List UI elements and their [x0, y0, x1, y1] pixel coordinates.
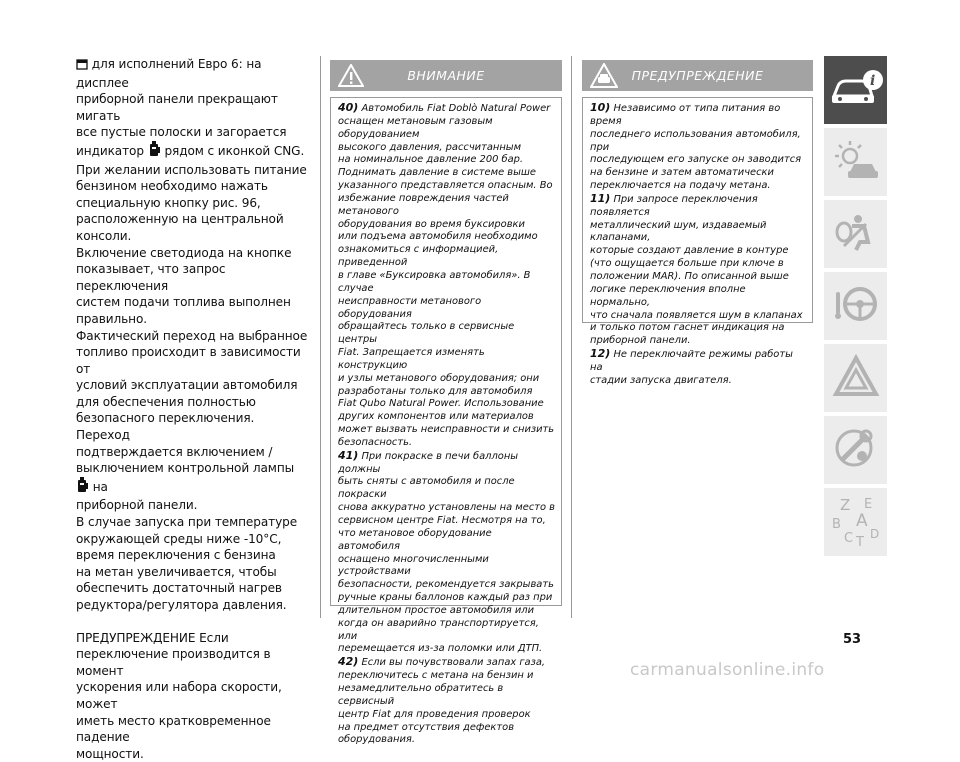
text-line: ускорения или набора скорости, может: [76, 680, 282, 711]
text-line: мощности.: [76, 746, 144, 761]
index-letter: E: [863, 497, 872, 512]
svg-text:i: i: [869, 73, 875, 89]
note-line: высокого давления, рассчитанным: [338, 141, 522, 153]
text-line: на: [92, 479, 108, 494]
note-line: положении MAR). По описанной выше: [590, 270, 789, 282]
note-line: указанного представляется опасным. Во: [338, 180, 553, 192]
text-line: выключением контрольной лампы: [76, 461, 295, 476]
warning-lights-icon: [832, 138, 880, 186]
text-line: условий эксплуатации автомобиля: [76, 378, 298, 393]
note-line: логике переключения вполне нормально,: [590, 283, 746, 308]
index-letter: D: [869, 527, 879, 541]
note-line: избежание повреждения частей метанового: [338, 192, 509, 217]
note-line: переключитесь с метана на бензин и: [338, 670, 534, 682]
text-line: бензином необходимо нажать: [76, 179, 268, 194]
warning-body: [331, 98, 561, 751]
text-line: время переключения с бензина: [76, 548, 276, 563]
text-line: безопасного переключения. Переход: [76, 411, 255, 443]
warning-header: [330, 60, 562, 91]
note-line: оборудования.: [338, 734, 415, 746]
airbag-safety-icon: [832, 210, 880, 258]
column-divider: [320, 56, 321, 618]
note-line: сервисном центре Fiat. Несмотря на то,: [338, 515, 546, 526]
page-number: 53: [843, 632, 862, 647]
note-first-line: [590, 102, 806, 129]
warning-panel: [330, 97, 562, 746]
note-line: ознакомиться с информацией, приведенной: [338, 244, 499, 269]
text-line: рядом с иконкой CNG.: [164, 143, 305, 158]
note-line: длительном простое автомобиля или: [338, 604, 535, 616]
index-letter: T: [855, 535, 864, 548]
caution-panel: [582, 97, 813, 386]
note-line: безопасность.: [338, 436, 413, 448]
note-line: оснащено многочисленными устройствами: [338, 553, 489, 578]
note-line: которые создают давление в контуре: [590, 245, 789, 257]
note-line: ручные краны баллонов каждый раз при: [338, 592, 553, 604]
note-first-line: [590, 348, 806, 375]
text-line: приборной панели.: [76, 498, 198, 513]
caution-header: [582, 60, 813, 91]
index-letter: A: [855, 511, 868, 531]
note-line: на номинальное давление 200 бар.: [338, 154, 524, 166]
text-line: иметь место кратковременное падение: [76, 713, 271, 745]
text-line: показывает, что запрос переключения: [76, 262, 226, 293]
note-line: разработаны только для автомобиля: [338, 385, 533, 397]
cng-indicator-icon: [148, 141, 161, 162]
text-line: приборной панели прекращают мигать: [76, 92, 278, 123]
note-line: быть сняты с автомобиля и после покраски: [338, 476, 515, 501]
note-line: снова аккуратно установлены на место в: [338, 502, 555, 514]
note-line: обращайтесь только в сервисные центры: [338, 321, 515, 346]
note-number: 42): [338, 655, 359, 669]
note-first-line: [338, 450, 555, 477]
note-line: в главе «Буксировка автомобиля». В случае: [338, 269, 531, 294]
text-line: окружающей среды ниже -10°C,: [76, 531, 282, 546]
tab-index[interactable]: [824, 488, 887, 556]
note-number: 41): [338, 448, 359, 462]
note-line: Fiat Qubo Natural Power. Использование: [338, 398, 544, 410]
tab-car-info[interactable]: [824, 56, 887, 124]
note-line: Fiat. Запрещается изменять конструкцию: [338, 347, 485, 371]
note-line: (что ощущается больше при ключе в: [590, 258, 784, 270]
cng-indicator-icon: [76, 477, 89, 498]
note-first-line: [590, 193, 806, 220]
note-text: При запросе переключения появляется: [590, 193, 758, 218]
starting-driving-icon: [832, 282, 880, 330]
note-line: металлический шум, издаваемый клапанами,: [590, 219, 767, 244]
body-text-column: [76, 56, 308, 762]
note-first-line: [338, 656, 555, 670]
text-line: для обеспечения полностью: [76, 394, 256, 409]
text-line: индикатор: [76, 143, 144, 158]
note-text: Независимо от типа питания во время: [590, 103, 781, 127]
euro6-reference-icon: [76, 58, 88, 75]
note-line: приборной панели.: [590, 335, 691, 347]
text-line: систем подачи топлива выполнен: [76, 295, 291, 310]
text-line: ПРЕДУПРЕЖДЕНИЕ Если: [76, 630, 229, 645]
note-text: Автомобиль Fiat Doblò Natural Power: [361, 103, 551, 114]
index-letter: Z: [839, 496, 850, 514]
note-line: безопасности, рекомендуется закрывать: [338, 579, 554, 591]
index-letter: C: [843, 531, 853, 546]
note-line: оснащен метановым газовым оборудованием: [338, 115, 493, 140]
note-text: При покраске в печи баллоны должны: [338, 450, 519, 475]
text-line: обеспечить достаточный нагрев: [76, 581, 282, 596]
note-line: когда он аварийно транспортируется, или: [338, 617, 539, 642]
text-line: Фактический переход на выбранное: [76, 328, 308, 343]
note-line: последующем его запуске он заводится: [590, 154, 802, 166]
note-line: на предмет отсутствия дефектов: [338, 721, 515, 733]
text-line: В случае запуска при температуре: [76, 515, 298, 530]
note-line: последнего использования автомобиля, при: [590, 128, 801, 153]
note-first-line: [338, 102, 555, 116]
paragraph-gap: [76, 614, 308, 630]
note-line: переключается на подачу метана.: [590, 180, 771, 192]
note-line: может вызвать неисправности и снизить: [338, 424, 555, 436]
text-line: подтверждается включением /: [76, 444, 273, 459]
note-line: других компонентов или материалов: [338, 411, 534, 423]
text-line: для исполнений Евро 6: на дисплее: [76, 57, 262, 90]
note-line: стадии запуска двигателя.: [590, 374, 732, 386]
tab-warning-lights[interactable]: [824, 128, 887, 196]
text-line: правильно.: [76, 311, 147, 326]
tab-airbag-safety[interactable]: [824, 200, 887, 268]
note-line: центр Fiat для проведения проверок: [338, 708, 531, 720]
note-text: Если вы почувствовали запах газа,: [361, 657, 546, 669]
emergency-icon: [832, 354, 880, 402]
car-info-icon: [828, 68, 884, 112]
text-line: переключение производится в момент: [76, 647, 271, 678]
tab-emergency[interactable]: [824, 344, 887, 412]
note-line: оборудования во время буксировки: [338, 218, 525, 230]
maintenance-icon: [832, 426, 880, 474]
note-number: 11): [590, 191, 611, 205]
note-line: перемещается из-за поломки или ДТП.: [338, 643, 543, 655]
text-line: Включение светодиода на кнопке: [76, 245, 292, 260]
index-icon: [830, 492, 882, 552]
note-number: 10): [590, 101, 611, 114]
text-line: топливо происходит в зависимости от: [76, 345, 301, 376]
text-line: При желании использовать питание: [76, 162, 307, 177]
note-line: и только потом гаснет индикация на: [590, 322, 785, 334]
text-line: все пустые полоски и загорается: [76, 125, 287, 140]
note-line: что сначала появляется шум в клапанах: [590, 309, 803, 321]
text-line: редуктора/регулятора давления.: [76, 598, 287, 612]
note-line: неисправности метанового оборудования: [338, 295, 482, 320]
note-line: Поднимать давление в системе выше: [338, 167, 537, 179]
chapter-sidebar: [824, 56, 887, 560]
caution-title: ПРЕДУПРЕЖДЕНИЕ: [631, 68, 764, 83]
note-number: 40): [338, 101, 359, 114]
note-line: на бензине и затем автоматически: [590, 167, 774, 179]
tab-maintenance[interactable]: [824, 416, 887, 484]
column-divider: [571, 56, 572, 618]
watermark: carmanualsonline.info: [630, 660, 825, 680]
text-line: расположенную на центральной: [76, 212, 284, 227]
note-line: незамедлительно обратитесь в сервисный: [338, 682, 504, 707]
note-line: и узлы метанового оборудования; они: [338, 372, 540, 384]
tab-starting-driving[interactable]: [824, 272, 887, 340]
warning-title: ВНИМАНИЕ: [407, 68, 485, 83]
caution-body: [583, 98, 812, 392]
note-line: что метановое оборудование автомобиля: [338, 527, 492, 552]
text-line: консоли.: [76, 228, 132, 243]
text-line: на метан увеличивается, чтобы: [76, 564, 277, 579]
note-line: или подъема автомобиля необходимо: [338, 231, 538, 243]
text-line: специальную кнопку рис. 96,: [76, 195, 261, 210]
note-number: 12): [590, 347, 611, 361]
note-text: Не переключайте режимы работы на: [590, 349, 793, 373]
index-letter: B: [831, 517, 841, 532]
